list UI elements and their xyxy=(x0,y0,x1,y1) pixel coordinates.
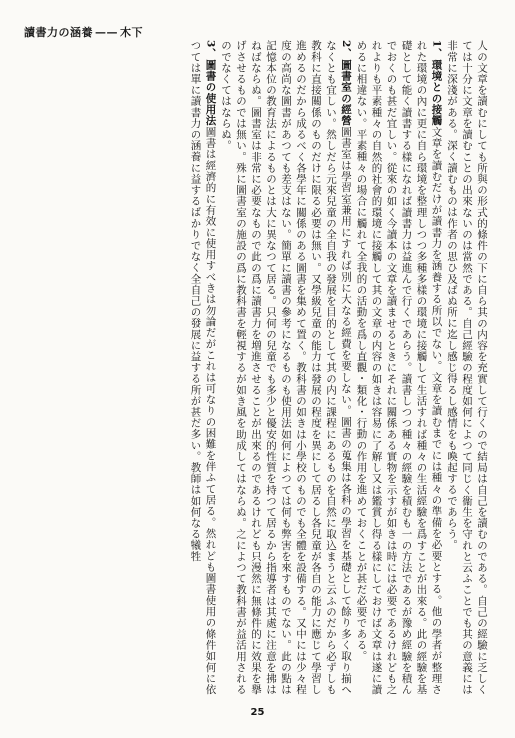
section-title: 圖書の使用法 xyxy=(204,59,217,127)
paragraph xyxy=(444,40,489,695)
paragraph xyxy=(188,40,219,695)
header-author: 木下 xyxy=(120,26,143,39)
section-number: 3、 xyxy=(204,40,217,60)
paragraph-text: 圖書室は學習室兼用にすれば別に大なる經費を要しない。圖書の蒐集は各科の學習を基礎として餘り多く取り揃へなくとも宜しい。然しだら元來兒童の全自我の發展を目的として其の内に課程にあるものを自然に取込まうと云ふのだから必ずしも教科に直接關係のものだけに限る必要は無い。又學級兒童の能力は發展の程度を異にして居るし各兒童が各自の能力に應じて學習し進めるのだから成るべく各學年に關係のある圖書を集めて置く。教科書の如きは小學校のものでも全體を設備する。又中には少々程度の高尚な圖書があつても差支はない。簡單に讀書の參考になるものも使用法如何によつては何も弊害を來すものでない。此の點は記憶本位の教育法によるものとは大に異なつて居る。只何の兒童でも多少と優安的性質を持つて居るから指導者は其處に注意を拂はねばならぬ。圖書室は非常に必要なもので此の爲に讀書力を増進させることが出來るのであるけれども只漫然に無條件的に效果を擧げさせるものでは無い。殊に圖書室の施設の爲に教科書を輕視するが如き風を助成してはならぬ。之によつて教科書が益活用されるのでなくてはならぬ。 xyxy=(220,40,352,695)
page-number: 25 xyxy=(250,707,265,718)
vertical-text-body xyxy=(24,40,489,695)
paragraph xyxy=(218,40,354,695)
header-separator: —— xyxy=(95,26,118,39)
running-header xyxy=(24,24,143,40)
paragraph-text: 文章を讀むだけが讀書力を涵養する所以でない。文章を讀むまでには種々の準備を必要とする。他の學者が整理された環境の內に更に自ら環境を整理しつつ多種多樣の環境に接觸して生活すれば種々の生活經驗を爲すことが出來る。此の經驗を基礎として能く讀書する樣になれば讀書力は益進んで行くであらう。讀書しつつ種々の經驗を積むも一の方法であるが豫め經驗を積んでおくのも甚だ宜しい。從來の如く今讀本の文章を讀ませるときにそれに關係ある實物を示すが如きは時には必要であるけれども之れよりも平素種々の自然的社會的環境に接觸して其の文章の内容の如きは容易に了解し又は鑑賞し得る樣にしておけば文章は遂に讀めるに相違ない。平素種々の場合に觸れて全我的の活動を爲し直觀・類化・行動の作用を進めておくことが甚だ必要である。 xyxy=(355,40,443,695)
paragraph xyxy=(354,40,445,695)
section-title: 環境との接觸 xyxy=(430,59,443,127)
paragraph-text: 圖書は經濟的に有效に使用すべきは勿論だがこれは可なりの困難を伴ふて居る。然れども圖書使用の條件如何に依つては單に讀書力の涵養に益するばかりでなく全自己の發展に益する所が甚だ多い。教師は如何なる犧牲 xyxy=(189,40,217,695)
section-number: 1、 xyxy=(430,40,443,60)
paragraph-text: 人の文章を讀むにしても所與の形式的條件の下に自ら其の内容を充實して行くので結局は自己を讀むのである。自己の經驗に乏しくては十分に文章を讀むことの出來ないのは當然である。自己經驗の程度如何によつて同じく衞生を守れと云ふことでも其の意義には非常に深淺がある。深く讀むものは作者の思ひ及ばぬ所に迄し感じ得るし感情をも喚起するであらう。 xyxy=(446,40,488,695)
section-number: 2、 xyxy=(340,40,352,60)
section-title: 圖書室の經營 xyxy=(340,59,352,127)
header-title: 讀書力の涵養 xyxy=(24,26,93,39)
